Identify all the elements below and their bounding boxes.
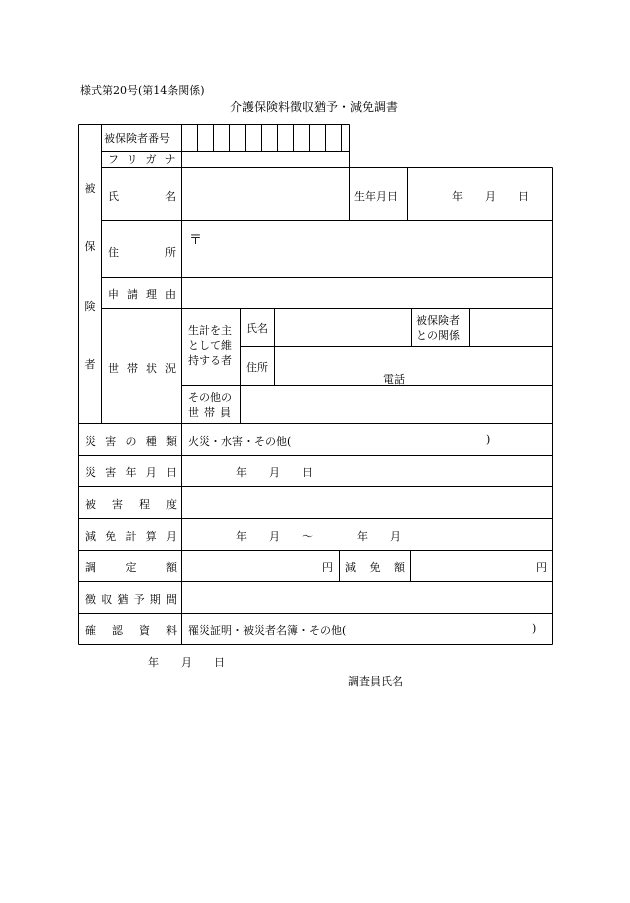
address-field[interactable] — [200, 221, 552, 277]
supporter-name-label: 氏名 — [246, 322, 268, 335]
confirmation-documents-options[interactable]: 罹災証明・被災者名簿・その他( — [188, 624, 347, 637]
disaster-date-value[interactable]: 年 月 日 — [236, 466, 313, 479]
address-label: 住 所 — [108, 246, 176, 259]
main-supporter-label: 生計を主 として維 持する者 — [188, 324, 232, 367]
phone-label: 電話 — [383, 373, 405, 386]
confirmation-documents-label: 確 認 資 料 — [85, 624, 177, 637]
application-reason-field[interactable] — [182, 278, 552, 308]
form-number: 様式第20号(第14条関係) — [80, 84, 205, 97]
footer-date[interactable]: 年 月 日 — [148, 656, 225, 669]
collection-deferral-period-field[interactable] — [182, 582, 552, 613]
reduction-calc-month-label: 減 免 計 算 月 — [85, 530, 177, 543]
supporter-address-field[interactable] — [275, 347, 552, 371]
assessed-amount-label: 調 定 額 — [85, 561, 177, 574]
disaster-date-label: 災 害 年 月 日 — [85, 466, 177, 479]
insured-vertical-label-3: 険 — [84, 300, 96, 313]
insured-vertical-label-4: 者 — [84, 358, 96, 371]
disaster-type-options[interactable]: 火災・水害・その他( — [188, 435, 292, 448]
other-household-members-field[interactable] — [241, 386, 552, 423]
collection-deferral-period-label: 徴 収 猶 予 期 間 — [85, 593, 177, 606]
reduction-amount-label: 減 免 額 — [345, 561, 405, 574]
damage-extent-field[interactable] — [182, 487, 552, 518]
supporter-name-field[interactable] — [275, 309, 411, 346]
name-field[interactable] — [182, 168, 349, 220]
furigana-field[interactable] — [182, 152, 349, 167]
postal-mark: 〒 — [189, 233, 203, 248]
reduction-amount-yen: 円 — [536, 561, 547, 574]
insured-vertical-label-2: 保 — [84, 240, 96, 253]
assessed-amount-yen: 円 — [322, 561, 333, 574]
supporter-address-label: 住所 — [246, 361, 268, 374]
other-household-members-label: その他の 世帯員 — [188, 391, 236, 419]
damage-extent-label: 被 害 程 度 — [85, 498, 177, 511]
insured-vertical-label-1: 被 — [84, 182, 96, 195]
investigator-name-label: 調査員氏名 — [348, 675, 403, 688]
furigana-label: フリガナ — [108, 153, 184, 166]
reduction-calc-month-value[interactable]: 年 月 ～ 年 月 — [236, 530, 401, 543]
insured-number-digit-boxes[interactable] — [182, 125, 349, 151]
household-status-label: 世 帯 状 況 — [108, 362, 176, 375]
birth-date-label: 生年月日 — [354, 190, 398, 203]
confirmation-documents-close-paren: ) — [532, 622, 537, 635]
application-reason-label: 申 請 理 由 — [108, 288, 176, 301]
relation-to-insured-label: 被保険者 との関係 — [416, 314, 460, 342]
insured-number-label: 被保険者番号 — [104, 131, 170, 145]
birth-date-value[interactable]: 年 月 日 — [452, 190, 529, 203]
disaster-type-close-paren: ) — [486, 433, 491, 446]
disaster-type-label: 災 害 の 種 類 — [85, 435, 177, 448]
document-title: 介護保険料徴収猶予・減免調書 — [230, 100, 399, 114]
relation-field[interactable] — [470, 309, 552, 346]
name-label: 氏 名 — [108, 190, 176, 203]
